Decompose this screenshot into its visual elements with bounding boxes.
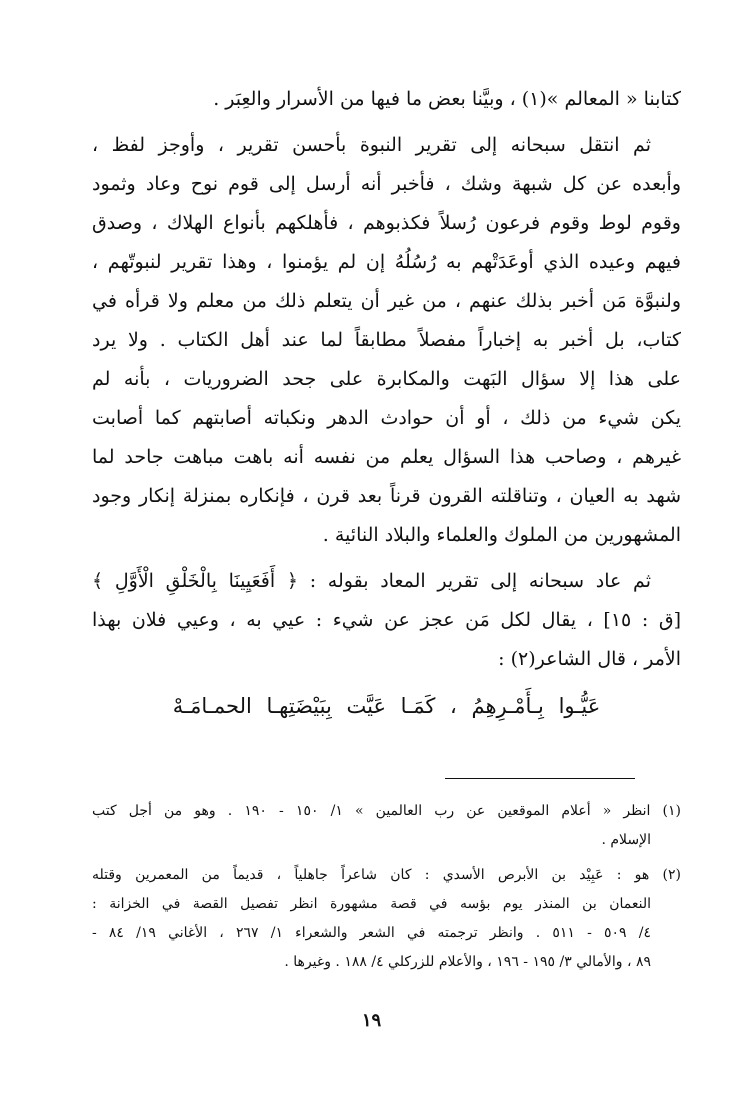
- text-line: كتابنا « المعالم »(١) ، وبيَّنا بعض ما فيها من الأسرار والعِبَر .: [213, 88, 681, 110]
- text-line: على هذا إلا سؤال البَهت والمكابرة على جحد الضروريات ، بأنه لم: [92, 368, 681, 390]
- text-line: فيهم وعيده الذي أوعَدَتْهم به رُسُلُهُ إن لم يؤمنوا ، وهذا تقرير لنبوتّهم ،: [92, 251, 681, 273]
- paragraph: [92, 562, 681, 679]
- text-line: وأبعده عن كل شبهة وشك ، فأخبر أنه أرسل إلى قوم نوح وعاد وثمود: [92, 173, 681, 195]
- footnote: [92, 797, 681, 855]
- footnote-line: النعمان بن المنذر يوم بؤسه في قصة مشهورة انظر تفصيل القصة في الخزانة :: [92, 896, 651, 912]
- paragraph: [92, 126, 681, 555]
- footnote: [92, 861, 681, 977]
- text-line: شهد به العيان ، وتناقلته القرون قرناً بعد قرن ، فإنكاره بمنزلة إنكار وجود: [92, 485, 681, 507]
- text-line: يكن شيء من ذلك ، أو أن حوادث الدهر ونكباته أصابتهم كما أصابت: [92, 407, 681, 429]
- footnotes: [92, 797, 681, 983]
- poetry-verse: عَيُّـوا بِـأَمْـرِهِمُ ، كَمَـا عَيَّت بِبَيْضَتِهـا الحمـامَـهْ: [172, 694, 601, 718]
- text-line: كتاب، بل أخبر به إخباراً مفصلاً مطابقاً لما عند أهل الكتاب . ولا يرد: [92, 329, 681, 351]
- footnote-line: (١) انظر « أعلام الموقعين عن رب العالمين » ١/ ١٥٠ - ١٩٠ . وهو من أجل كتب: [92, 803, 681, 819]
- footnote-line: ٤/ ٥٠٩ - ٥١١ . وانظر ترجمته في الشعر والشعراء ١/ ٢٦٧ ، الأغاني ١٩/ ٨٤ -: [92, 925, 652, 941]
- main-text: [92, 80, 681, 726]
- text-line: غيرهم ، وصاحب هذا السؤال يعلم من نفسه أنه باهت مباهت جاحد لما: [92, 446, 681, 468]
- footnote-divider: [445, 778, 635, 779]
- text-line: [ق : ١٥] ، يقال لكل مَن عجز عن شيء : عيي به ، وعيي فلان بهذا: [92, 609, 681, 631]
- text-line: ولنبوَّة مَن أخبر بذلك عنهم ، من غير أن يتعلم ذلك من معلم ولا قرأه في: [92, 290, 681, 312]
- footnote-line: ٨٩ ، والأمالي ٣/ ١٩٥ - ١٩٦ ، والأعلام للزركلي ٤/ ١٨٨ . وغيرها .: [284, 954, 651, 970]
- text-line: الأمر ، قال الشاعر(٢) :: [498, 648, 681, 670]
- text-line: المشهورين من الملوك والعلماء والبلاد النائية .: [322, 524, 681, 546]
- text-line: وقوم لوط وقوم فرعون رُسلاً فكذبوهم ، فأهلكهم بأنواع الهلاك ، وصدق: [92, 212, 681, 234]
- text-line: ثم انتقل سبحانه إلى تقرير النبوة بأحسن تقرير ، وأوجز لفظ ،: [92, 134, 651, 156]
- footnote-line: الإسلام .: [601, 832, 651, 848]
- footnote-line: (٢) هو : عَبِيْد بن الأبرص الأسدي : كان شاعراً جاهلياً ، قديماً من المعمرين وقتله: [92, 867, 681, 883]
- text-line: ثم عاد سبحانه إلى تقرير المعاد بقوله : ﴿ أَفَعَيِينَا بِالْخَلْقِ الْأَوَّلِ ﴾: [92, 570, 651, 592]
- paragraph: [92, 80, 681, 119]
- page-number: ١٩: [361, 1010, 382, 1031]
